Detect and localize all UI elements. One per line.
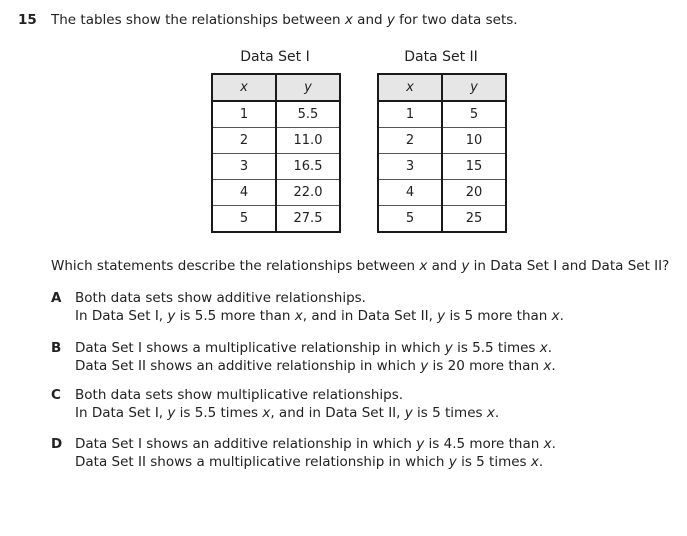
column-header-y: y — [442, 74, 506, 101]
cell-y: 22.0 — [276, 180, 340, 206]
table-row — [378, 101, 506, 128]
column-header-y: y — [276, 74, 340, 101]
cell-y: 27.5 — [276, 206, 340, 233]
cell-y: 11.0 — [276, 128, 340, 154]
choice-line-2: Data Set II shows an additive relationship in which y is 20 more than x. — [75, 358, 556, 374]
cell-y: 20 — [442, 180, 506, 206]
question-number: 15 — [18, 12, 37, 28]
choice-line-1: Both data sets show multiplicative relationships. — [75, 387, 404, 403]
data-set-2-table — [377, 73, 507, 233]
cell-y: 5.5 — [276, 101, 340, 128]
column-header-x: x — [378, 74, 442, 101]
table-header-row — [378, 74, 506, 101]
choice-line-1: Data Set I shows an additive relationship in which y is 4.5 more than x. — [75, 436, 556, 452]
table-header-row — [212, 74, 340, 101]
answer-choice-b[interactable] — [51, 339, 556, 375]
choice-line-1: Both data sets show additive relationships. — [75, 290, 366, 306]
cell-y: 10 — [442, 128, 506, 154]
cell-x: 5 — [212, 206, 276, 233]
choice-line-2: Data Set II shows a multiplicative relationship in which y is 5 times x. — [75, 454, 544, 470]
cell-x: 3 — [212, 154, 276, 180]
cell-x: 4 — [212, 180, 276, 206]
table-row — [378, 128, 506, 154]
table-row — [212, 180, 340, 206]
cell-y: 25 — [442, 206, 506, 233]
column-header-x: x — [212, 74, 276, 101]
table-row — [378, 206, 506, 233]
choice-letter: D — [51, 436, 63, 452]
cell-x: 4 — [378, 180, 442, 206]
cell-x: 1 — [212, 101, 276, 128]
choice-line-2: In Data Set I, y is 5.5 more than x, and in Data Set II, y is 5 more than x. — [75, 308, 564, 324]
choice-letter: C — [51, 387, 61, 403]
table-row — [212, 101, 340, 128]
choice-line-2: In Data Set I, y is 5.5 times x, and in Data Set II, y is 5 times x. — [75, 405, 500, 421]
cell-x: 2 — [378, 128, 442, 154]
choice-letter: B — [51, 340, 62, 356]
cell-x: 2 — [212, 128, 276, 154]
cell-x: 3 — [378, 154, 442, 180]
table-row — [212, 206, 340, 233]
choice-letter: A — [51, 290, 62, 306]
data-set-1-table — [211, 73, 341, 233]
question-stem: The tables show the relationships between x and y for two data sets. — [51, 12, 518, 28]
table-row — [212, 128, 340, 154]
cell-x: 5 — [378, 206, 442, 233]
table-row — [378, 154, 506, 180]
table-row — [212, 154, 340, 180]
cell-y: 5 — [442, 101, 506, 128]
answer-choice-c[interactable] — [51, 386, 499, 422]
data-set-1-title: Data Set I — [240, 49, 310, 65]
choice-line-1: Data Set I shows a multiplicative relationship in which y is 5.5 times x. — [75, 340, 553, 356]
table-row — [378, 180, 506, 206]
cell-x: 1 — [378, 101, 442, 128]
question-prompt: Which statements describe the relationships between x and y in Data Set I and Data Set II? — [51, 258, 670, 274]
data-set-2-title: Data Set II — [404, 49, 478, 65]
answer-choice-a[interactable] — [51, 289, 564, 325]
cell-y: 15 — [442, 154, 506, 180]
cell-y: 16.5 — [276, 154, 340, 180]
answer-choice-d[interactable] — [51, 435, 556, 471]
